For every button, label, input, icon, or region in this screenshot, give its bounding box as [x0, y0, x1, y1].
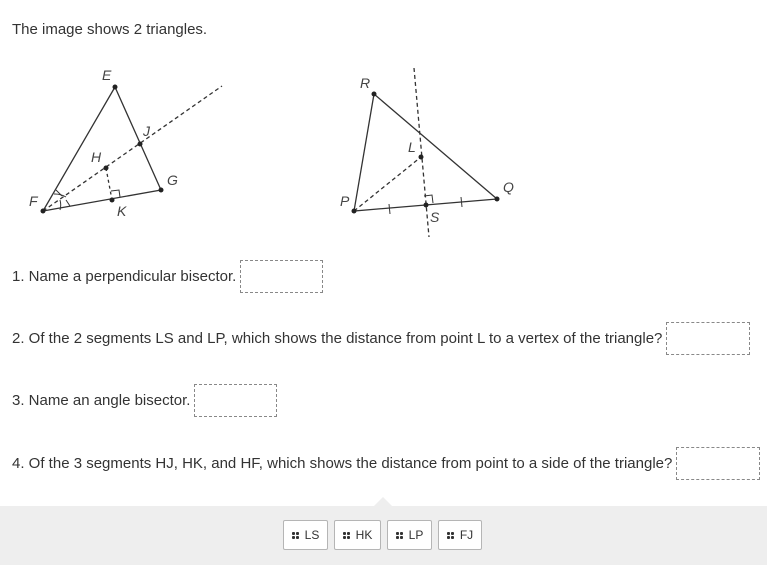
triangles-figure [0, 60, 767, 240]
tray-pointer [374, 497, 392, 506]
label-H: H [91, 149, 102, 165]
label-J: J [143, 123, 150, 139]
answer-dropzone-4[interactable] [676, 447, 760, 480]
label-Q: Q [503, 179, 514, 195]
triangle-efg [43, 86, 222, 211]
question-4 [12, 445, 760, 482]
label-G: G [167, 172, 178, 188]
drag-grip-icon [447, 532, 454, 539]
choice-chip-label: LS [304, 528, 320, 542]
answer-dropzone-1[interactable] [240, 260, 323, 293]
drag-grip-icon [292, 532, 299, 539]
label-R: R [360, 75, 371, 91]
question-1-text: 1. Name a perpendicular bisector. [12, 268, 237, 285]
label-E: E [102, 67, 112, 83]
question-2 [12, 320, 750, 357]
question-4-text: 4. Of the 3 segments HJ, HK, and HF, which shows the distance from point to a side of the triangle? [12, 455, 673, 472]
answer-dropzone-2[interactable] [666, 322, 750, 355]
choice-chip-hk[interactable] [334, 520, 381, 550]
choice-chip-label: LP [408, 528, 424, 542]
label-F: F [29, 193, 38, 209]
label-S: S [430, 209, 440, 225]
choice-chip-lp[interactable] [387, 520, 432, 550]
label-L: L [408, 139, 416, 155]
drag-grip-icon [396, 532, 403, 539]
intro-text: The image shows 2 triangles. [12, 21, 208, 38]
drag-grip-icon [343, 532, 350, 539]
answer-choices-tray [0, 506, 767, 565]
question-3 [12, 382, 277, 419]
choice-chip-fj[interactable] [438, 520, 482, 550]
choice-chip-label: FJ [459, 528, 474, 542]
label-K: K [117, 203, 127, 219]
question-3-text: 3. Name an angle bisector. [12, 392, 191, 409]
choice-chip-ls[interactable] [283, 520, 328, 550]
answer-dropzone-3[interactable] [194, 384, 277, 417]
label-P: P [340, 193, 350, 209]
question-2-text: 2. Of the 2 segments LS and LP, which shows the distance from point L to a vertex of the triangle? [12, 330, 663, 347]
choice-chip-label: HK [355, 528, 373, 542]
question-1 [12, 258, 323, 295]
